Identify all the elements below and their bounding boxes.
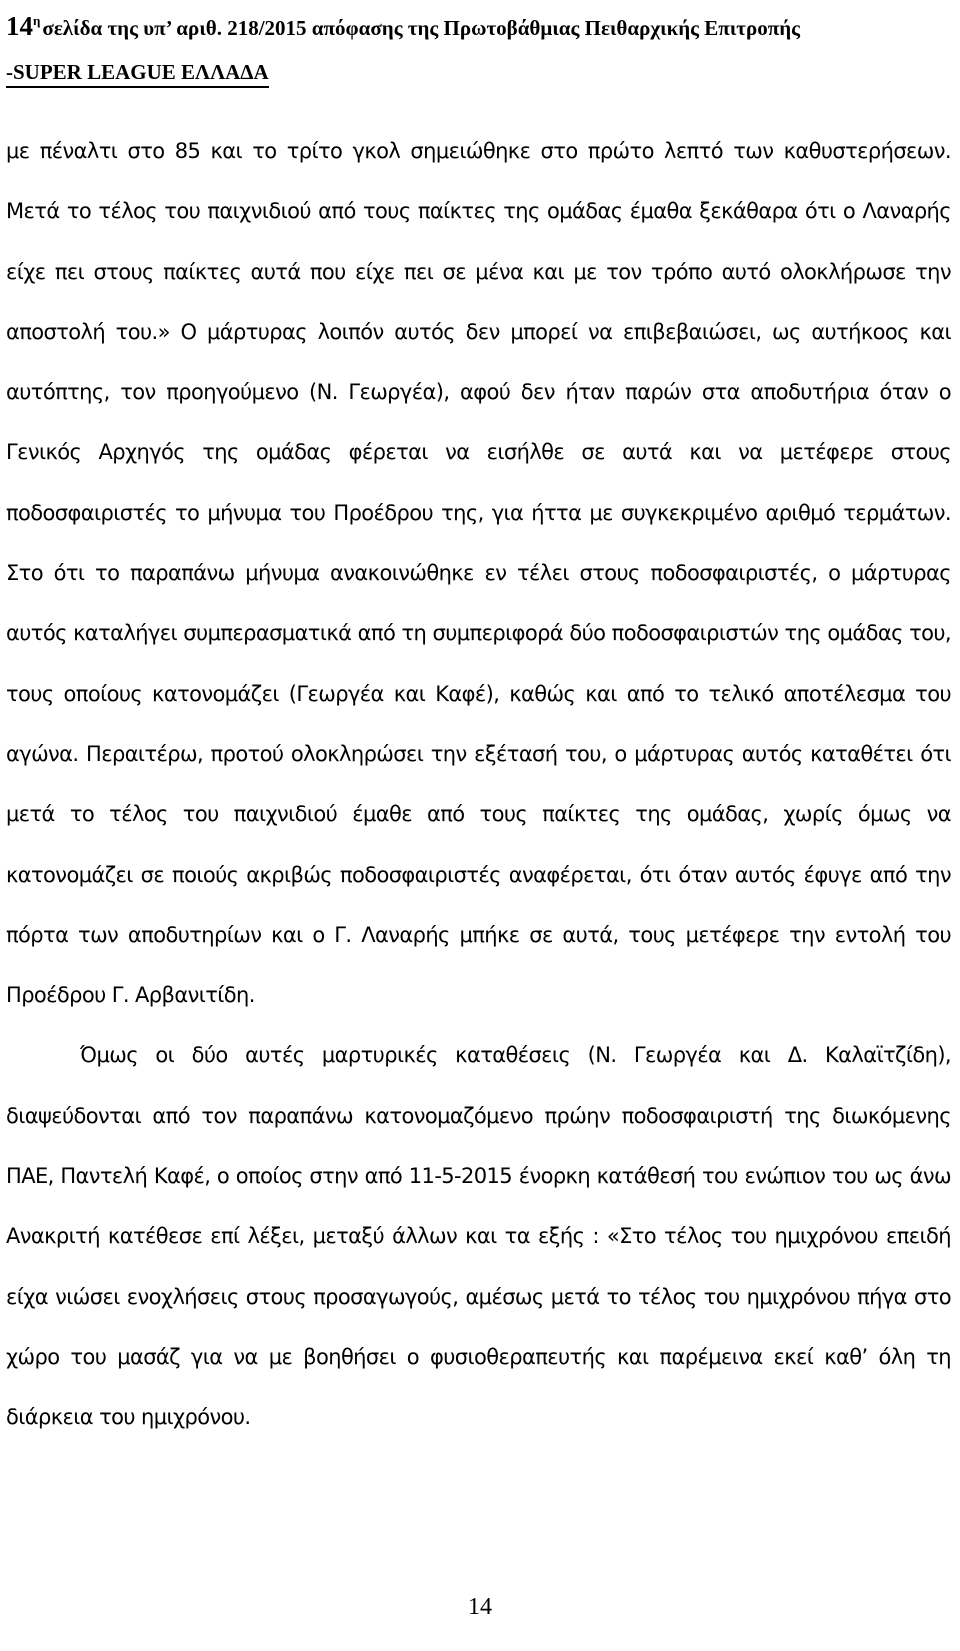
header-subtitle: -SUPER LEAGUE ΕΛΛΑΔΑ xyxy=(6,59,269,88)
header-page-number: 14 xyxy=(6,11,33,41)
header-line-2 xyxy=(6,55,951,89)
header-page-number-suffix: η xyxy=(33,13,41,28)
page-footer-number: 14 xyxy=(468,1594,492,1620)
paragraph-1: με πέναλτι στο 85 και το τρίτο γκολ σημειώθηκε στο πρώτο λεπτό των καθυστερήσεων. Μετά το τέλος του παιχνιδιού από τους παίκτες της ομάδας έμαθα ξεκάθαρα ότι ο Λαναρής είχε πει στους παίκτες αυτά που είχε πει σε μένα και με τον τρόπο αυτό ολοκλήρωσε την αποστολή του.» Ο μάρτυρας λοιπόν αυτός δεν μπορεί να επιβεβαιώσει, ως αυτήκοος και αυτόπτης, τον προηγούμενο (Ν. Γεωργέα), αφού δεν ήταν παρών στα αποδυτήρια όταν ο Γενικός Αρχηγός της ομάδας φέρεται να εισήλθε σε αυτά και να μετέφερε στους ποδοσφαιριστές το μήνυμα του Προέδρου της, για ήττα με συγκεκριμένο αριθμό τερμάτων. Στο ότι το παραπάνω μήνυμα ανακοινώθηκε εν τέλει στους ποδοσφαιριστές, ο μάρτυρας αυτός καταλήγει συμπερασματικά από τη συμπεριφορά δύο ποδοσφαιριστών της ομάδας του, τους οποίους κατονομάζει (Γεωργέα και Καφέ), καθώς και από το τελικό αποτέλεσμα του αγώνα. Περαιτέρω, προτού ολοκληρώσει την εξέτασή του, ο μάρτυρας αυτός καταθέτει ότι μετά το τέλος του παιχνιδιού έμαθε από τους παίκτες της ομάδας, χωρίς όμως να κατονομάζει σε ποιούς ακριβώς ποδοσφαιριστές αναφέρεται, ότι όταν αυτός έφυγε από την πόρτα των αποδυτηρίων και ο Γ. Λαναρής μπήκε σε αυτά, τους μετέφερε την εντολή του Προέδρου Γ. Αρβανιτίδη. xyxy=(6,139,951,1008)
document-body xyxy=(6,121,951,1448)
header-title: σελίδα της υπ’ αριθ. 218/2015 απόφασης της Πρωτοβάθμιας Πειθαρχικής Επιτροπής xyxy=(42,16,800,40)
page-header xyxy=(6,4,951,89)
paragraph-2: Όμως οι δύο αυτές μαρτυρικές καταθέσεις (Ν. Γεωργέα και Δ. Καλαϊτζίδη), διαψεύδονται από τον παραπάνω κατονομαζόμενο πρώην ποδοσφαιριστή της διωκόμενης ΠΑΕ, Παντελή Καφέ, ο οποίος στην από 11-5-2015 ένορκη κατάθεσή του ενώπιον του ως άνω Ανακριτή κατέθεσε επί λέξει, μεταξύ άλλων και τα εξής : «Στο τέλος του ημιχρόνου επειδή είχα νιώσει ενοχλήσεις στους προσαγωγούς, αμέσως μετά το τέλος του ημιχρόνου πήγα στο χώρο του μασάζ για να με βοηθήσει ο φυσιοθεραπευτής και παρέμεινα εκεί καθ’ όλη τη διάρκεια του ημιχρόνου. xyxy=(6,1043,951,1430)
header-line-1 xyxy=(6,4,951,45)
